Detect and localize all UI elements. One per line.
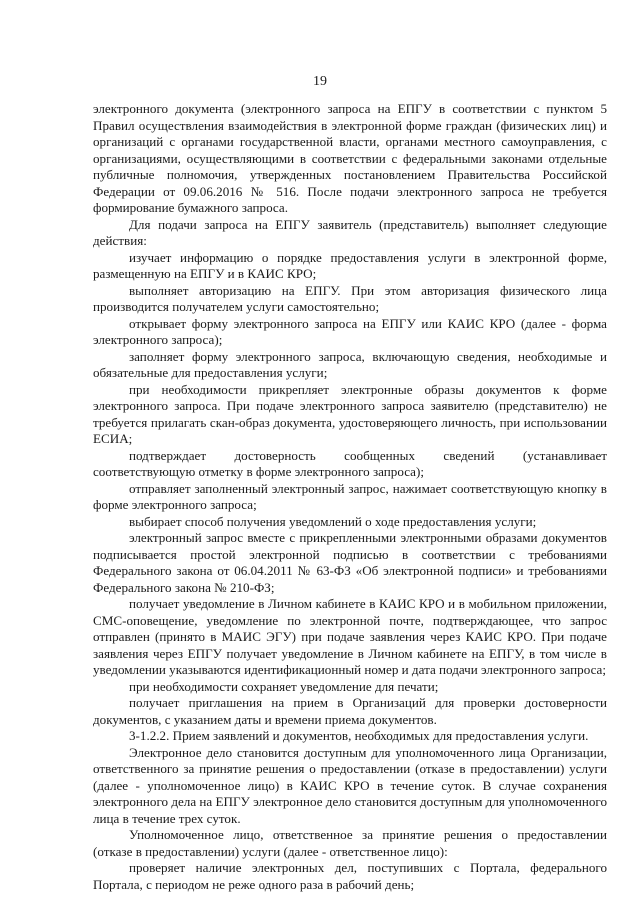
paragraph: выполняет авторизацию на ЕПГУ. При этом авторизация физического лица производится получателем услуги самостоятельно; [93,282,607,314]
paragraph: отправляет заполненный электронный запрос, нажимает соответствующую кнопку в форме электронного запроса; [93,480,607,512]
paragraph: получает приглашения на прием в Организаций для проверки достоверности документов, с указанием даты и времени приема документов. [93,695,607,727]
paragraph: получает уведомление в Личном кабинете в КАИС КРО и в мобильном приложении, СМС-оповещение, уведомление по электронной почте, подтверждающее, что запрос отправлен (принято в МАИС ЭГУ) при подаче заявления через КАИС КРО. При подаче заявления через ЕПГУ получает уведомление в Личном кабинете на ЕПГУ, в том числе в уведомлении указываются идентификационный номер и дата подачи электронного запроса; [93,596,607,677]
paragraph: Уполномоченное лицо, ответственное за принятие решения о предоставлении (отказе в предоставлении) услуги (далее - ответственное лицо): [93,827,607,859]
paragraph: открывает форму электронного запроса на ЕПГУ или КАИС КРО (далее - форма электронного запроса); [93,315,607,347]
paragraph: Электронное дело становится доступным для уполномоченного лица Организации, ответственного за принятие решения о предоставлении (отказе в предоставлении) услуги (далее - уполномоченное лицо) в КАИС КРО в течение суток. В случае сохранения электронного дела на ЕПГУ электронное дело становится доступным для уполномоченного лица в течение трех суток. [93,744,607,826]
paragraph: подтверждает достоверность сообщенных сведений (устанавливает соответствующую отметку в форме электронного запроса); [93,447,607,479]
paragraph: Для подачи запроса на ЕПГУ заявитель (представитель) выполняет следующие действия: [93,216,607,248]
paragraph: при необходимости сохраняет уведомление для печати; [129,678,439,694]
paragraph: заполняет форму электронного запроса, включающую сведения, необходимые и обязательные для предоставления услуги; [93,348,607,380]
paragraph: проверяет наличие электронных дел, поступивших с Портала, федерального Портала, с периодом не реже одного раза в рабочий день; [93,860,607,892]
page-number: 19 [313,74,327,89]
paragraph: электронного документа (электронного запроса на ЕПГУ в соответствии с пунктом 5 Правил осуществления взаимодействия в электронной форме граждан (физических лиц) и организаций с органами государственной власти, органами местного самоуправления, с организациями, осуществляющими в соответствии с федеральными законами отдельные публичные полномочия, утвержденных постановлением Правительства Российской Федерации от 09.06.2016 № 516. После подачи электронного запроса не требуется формирование бумажного запроса. [93,101,607,215]
paragraph: изучает информацию о порядке предоставления услуги в электронной форме, размещенную на ЕПГУ и в КАИС КРО; [93,249,607,281]
paragraph: 3-1.2.2. Прием заявлений и документов, необходимых для предоставления услуги. [129,728,589,743]
paragraph: выбирает способ получения уведомлений о ходе предоставления услуги; [129,513,537,529]
document-body [93,101,607,893]
paragraph: при необходимости прикрепляет электронные образы документов к форме электронного запроса. При подаче электронного запроса заявителю (представителю) не требуется прилагать скан-образ документа, удостоверяющего личность, при использовании ЕСИА; [93,381,607,446]
paragraph: электронный запрос вместе с прикрепленными электронными образами документов подписывается простой электронной подписью в соответствии с требованиями Федерального закона от 06.04.2011 № 63-ФЗ «Об электронной подписи» и требованиями Федерального закона № 210-ФЗ; [93,530,607,595]
